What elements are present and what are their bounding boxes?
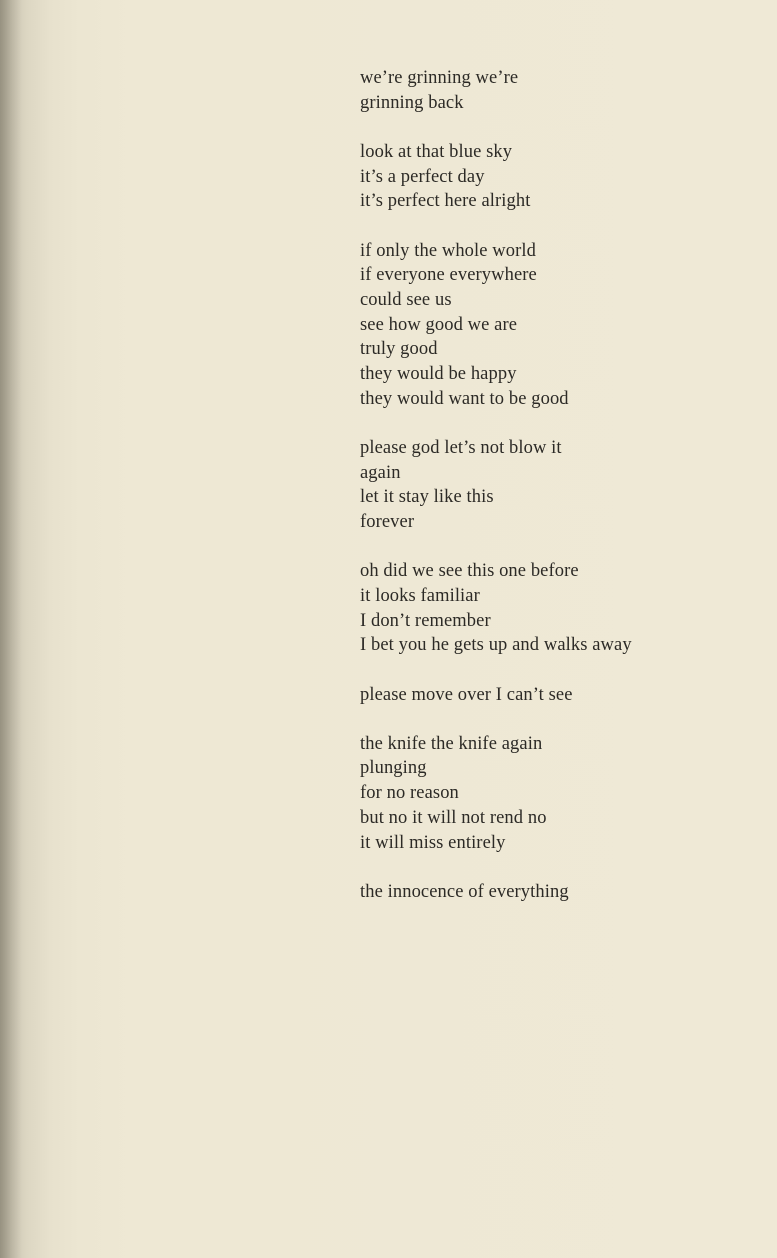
poem-line: forever bbox=[360, 512, 415, 533]
poem-line: I bet you he gets up and walks away bbox=[360, 635, 632, 656]
stanza-4 bbox=[360, 436, 760, 535]
poem-line: they would want to be good bbox=[360, 388, 569, 409]
stanza-8 bbox=[360, 880, 760, 905]
poem-line: it looks familiar bbox=[360, 585, 480, 606]
poem-line: we’re grinning we’re bbox=[360, 68, 519, 88]
stanza-6 bbox=[360, 683, 760, 708]
poem-line: for no reason bbox=[360, 783, 459, 804]
poem-line: please move over I can’t see bbox=[360, 684, 573, 705]
poem-line: if everyone everywhere bbox=[360, 265, 537, 286]
poem-line: see how good we are bbox=[360, 314, 518, 335]
poem-line: oh did we see this one before bbox=[360, 561, 579, 582]
stanza-2 bbox=[360, 140, 760, 214]
stanza-7 bbox=[360, 732, 760, 856]
poem-line: plunging bbox=[360, 758, 427, 779]
page-gutter-shadow bbox=[0, 0, 22, 1258]
poem-line: it’s perfect here alright bbox=[360, 191, 531, 212]
poem-line: again bbox=[360, 462, 401, 483]
poem-line: look at that blue sky bbox=[360, 141, 513, 162]
poem-line: I don’t remember bbox=[360, 610, 491, 631]
poem-line: let it stay like this bbox=[360, 487, 494, 508]
poem-line: the knife the knife again bbox=[360, 733, 543, 754]
poem-line: the innocence of everything bbox=[360, 881, 569, 902]
poem-line: it’s a perfect day bbox=[360, 166, 485, 187]
poem-line: but no it will not rend no bbox=[360, 807, 547, 828]
stanza-3 bbox=[360, 239, 760, 412]
stanza-5 bbox=[360, 559, 760, 658]
poem-body bbox=[360, 66, 760, 929]
poem-line: please god let’s not blow it bbox=[360, 437, 562, 458]
poem-line: they would be happy bbox=[360, 364, 517, 385]
poem-line: could see us bbox=[360, 289, 452, 310]
poem-line: grinning back bbox=[360, 92, 464, 113]
stanza-1 bbox=[360, 66, 760, 115]
poem-line: if only the whole world bbox=[360, 240, 536, 261]
poem-line: it will miss entirely bbox=[360, 832, 506, 853]
poem-line: truly good bbox=[360, 339, 438, 360]
